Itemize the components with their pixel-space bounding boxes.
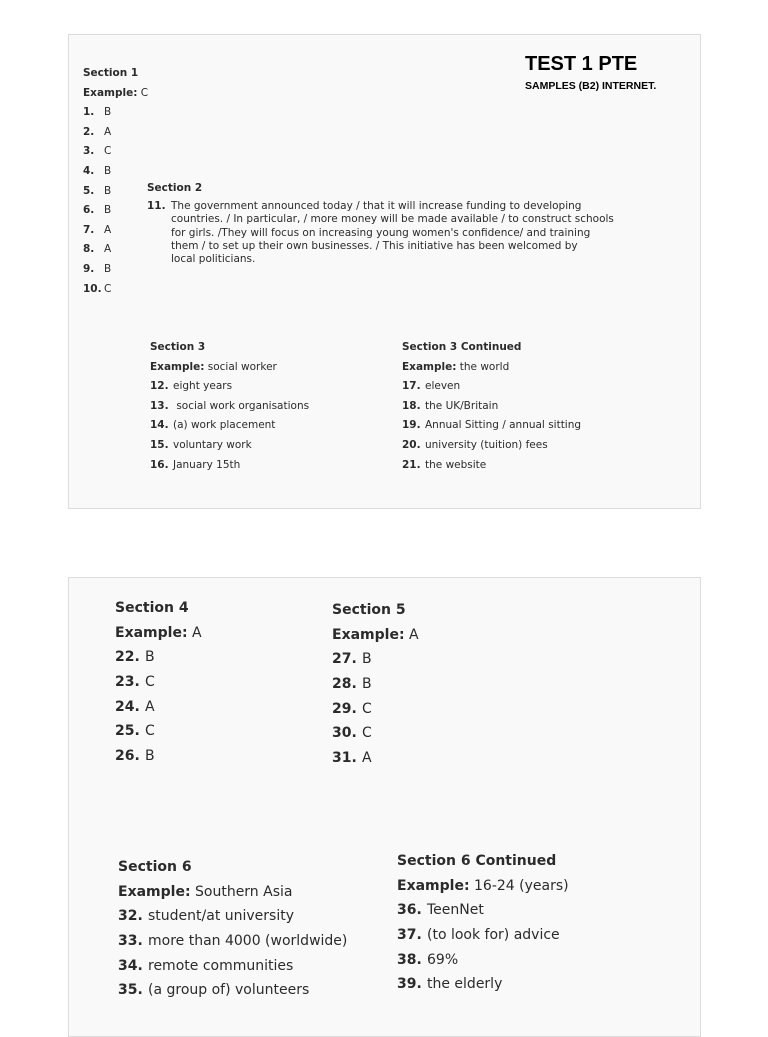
answer-number: 11.	[147, 200, 166, 212]
answer-row	[83, 142, 148, 162]
document-page-2	[68, 577, 701, 1037]
answer-text: B	[145, 649, 155, 666]
answer-text: 69%	[427, 951, 459, 968]
answer-number: 33.	[118, 933, 143, 950]
section-2-heading: Section 2	[147, 182, 203, 194]
answer-row	[150, 436, 309, 456]
answer-row	[83, 182, 148, 202]
answer-number: 37.	[397, 927, 422, 944]
dictation-line: local politicians.	[171, 253, 256, 266]
section-1-heading: Section 1	[83, 67, 139, 79]
answer-row	[397, 898, 569, 923]
answer-row	[83, 123, 148, 143]
section-5-example	[332, 623, 419, 648]
answer-number: 24.	[115, 698, 140, 715]
section-2	[147, 182, 614, 266]
answer-number: 18.	[402, 399, 421, 412]
answer-number: 35.	[118, 982, 143, 999]
answer-number: 25.	[115, 723, 140, 740]
answer-row	[83, 260, 148, 280]
answer-row	[115, 645, 202, 670]
answer-text: more than 4000 (worldwide)	[148, 933, 348, 950]
answer-text: January 15th	[173, 458, 241, 471]
answer-text: B	[104, 204, 112, 217]
answer-text: (a group of) volunteers	[148, 982, 310, 999]
answer-number: 20.	[402, 438, 421, 451]
answer-row	[332, 647, 419, 672]
section-4-heading: Section 4	[115, 600, 189, 616]
answer-text: TeenNet	[427, 902, 484, 919]
answer-number: 28.	[332, 676, 357, 693]
answer-text: A	[362, 750, 372, 767]
section-6-continued-heading: Section 6 Continued	[397, 853, 557, 869]
example-value: Southern Asia	[195, 883, 293, 900]
document-page-1	[68, 34, 701, 509]
answer-text: student/at university	[148, 908, 295, 925]
section-3-continued	[402, 338, 581, 475]
answer-text: social work organisations	[173, 399, 310, 412]
section-3-heading: Section 3	[150, 341, 206, 353]
answer-number: 9.	[83, 262, 95, 275]
answer-text: A	[104, 243, 112, 256]
answer-number: 16.	[150, 458, 169, 471]
section-5	[332, 598, 419, 771]
example-value: 16-24 (years)	[474, 877, 569, 894]
answer-row	[332, 697, 419, 722]
answer-row	[397, 948, 569, 973]
answer-row	[402, 416, 581, 436]
answer-row	[332, 672, 419, 697]
answer-text: C	[104, 282, 112, 295]
answer-row	[115, 670, 202, 695]
answer-number: 32.	[118, 908, 143, 925]
answer-text: remote communities	[148, 957, 294, 974]
example-value: social worker	[207, 360, 277, 373]
answer-row	[332, 721, 419, 746]
section-2-dictation	[147, 200, 667, 266]
answer-row	[83, 201, 148, 221]
answer-number: 6.	[83, 204, 95, 217]
answer-number: 10.	[83, 282, 102, 295]
answer-row	[332, 746, 419, 771]
answer-row	[150, 377, 309, 397]
answer-text: B	[104, 164, 112, 177]
answer-number: 38.	[397, 951, 422, 968]
answer-text: the elderly	[427, 976, 503, 993]
answer-row	[402, 377, 581, 397]
section-3-continued-example	[402, 358, 581, 378]
section-3	[150, 338, 309, 475]
answer-row	[115, 719, 202, 744]
answer-row	[83, 280, 148, 300]
answer-row	[402, 397, 581, 417]
answer-number: 3.	[83, 145, 95, 158]
example-label: Example:	[115, 624, 188, 641]
answer-text: (a) work placement	[173, 419, 276, 432]
answer-text: B	[104, 106, 112, 119]
answer-text: (to look for) advice	[427, 927, 560, 944]
answer-number: 7.	[83, 223, 95, 236]
answer-number: 39.	[397, 976, 422, 993]
answer-number: 13.	[150, 399, 169, 412]
answer-text: university (tuition) fees	[425, 438, 548, 451]
answer-row	[402, 456, 581, 476]
section-3-example	[150, 358, 309, 378]
answer-row	[150, 397, 309, 417]
answer-number: 19.	[402, 419, 421, 432]
section-4	[115, 596, 202, 769]
answer-text: B	[104, 184, 112, 197]
example-label: Example:	[332, 626, 405, 643]
dictation-line: them / to set up their own businesses. / This initiative has been welcomed by	[171, 239, 578, 252]
example-label: Example:	[83, 86, 138, 99]
section-6	[118, 855, 347, 1003]
section-1-example	[83, 84, 148, 104]
answer-text: B	[362, 651, 372, 668]
answer-number: 31.	[332, 750, 357, 767]
answer-number: 30.	[332, 725, 357, 742]
answer-text: C	[362, 700, 372, 717]
answer-number: 8.	[83, 243, 95, 256]
answer-row	[402, 436, 581, 456]
section-6-example	[118, 880, 347, 905]
answer-row	[83, 221, 148, 241]
example-label: Example:	[118, 883, 191, 900]
answer-text: C	[362, 725, 372, 742]
example-label: Example:	[397, 877, 470, 894]
answer-number: 2.	[83, 125, 95, 138]
answer-number: 36.	[397, 902, 422, 919]
answer-text: eleven	[425, 380, 461, 393]
section-1	[83, 64, 148, 299]
section-6-heading: Section 6	[118, 859, 192, 875]
answer-text: A	[104, 223, 112, 236]
answer-row	[115, 695, 202, 720]
dictation-line: countries. / In particular, / more money will be made available / to construct schools	[171, 213, 614, 226]
answer-row	[115, 744, 202, 769]
answer-row	[118, 904, 347, 929]
example-label: Example:	[402, 360, 457, 373]
answer-number: 29.	[332, 700, 357, 717]
answer-number: 15.	[150, 438, 169, 451]
answer-row	[118, 978, 347, 1003]
answer-row	[118, 929, 347, 954]
answer-text: C	[145, 674, 155, 691]
document-subtitle: SAMPLES (B2) INTERNET.	[525, 80, 657, 92]
section-5-heading: Section 5	[332, 602, 406, 618]
example-label: Example:	[150, 360, 205, 373]
answer-number: 26.	[115, 748, 140, 765]
answer-number: 34.	[118, 957, 143, 974]
example-value: the world	[459, 360, 510, 373]
answer-number: 5.	[83, 184, 95, 197]
answer-text: eight years	[173, 380, 233, 393]
answer-number: 17.	[402, 380, 421, 393]
answer-text: C	[145, 723, 155, 740]
answer-text: C	[104, 145, 112, 158]
example-value: A	[192, 624, 202, 641]
answer-text: B	[104, 262, 112, 275]
answer-number: 4.	[83, 164, 95, 177]
section-6-continued-example	[397, 874, 569, 899]
answer-row	[83, 162, 148, 182]
answer-text: the website	[425, 458, 487, 471]
answer-text: A	[145, 698, 155, 715]
answer-text: B	[362, 676, 372, 693]
section-3-continued-heading: Section 3 Continued	[402, 341, 522, 353]
answer-text: A	[104, 125, 112, 138]
example-value: C	[140, 86, 149, 99]
answer-row	[83, 240, 148, 260]
answer-text: voluntary work	[173, 438, 252, 451]
answer-row	[150, 456, 309, 476]
answer-row	[118, 954, 347, 979]
answer-number: 23.	[115, 674, 140, 691]
document-title: TEST 1 PTE	[525, 53, 638, 75]
section-4-example	[115, 621, 202, 646]
dictation-line: for girls. /They will focus on increasing young women's confidence/ and training	[171, 226, 591, 239]
answer-text: the UK/Britain	[425, 399, 499, 412]
answer-text: Annual Sitting / annual sitting	[425, 419, 582, 432]
answer-number: 22.	[115, 649, 140, 666]
dictation-line: The government announced today / that it will increase funding to developing	[171, 200, 582, 212]
answer-number: 14.	[150, 419, 169, 432]
answer-number: 1.	[83, 106, 95, 119]
answer-row	[397, 923, 569, 948]
answer-number: 27.	[332, 651, 357, 668]
answer-number: 21.	[402, 458, 421, 471]
answer-row	[83, 103, 148, 123]
answer-text: B	[145, 748, 155, 765]
section-6-continued	[397, 849, 569, 997]
answer-row	[150, 416, 309, 436]
answer-number: 12.	[150, 380, 169, 393]
example-value: A	[409, 626, 419, 643]
answer-row	[397, 972, 569, 997]
